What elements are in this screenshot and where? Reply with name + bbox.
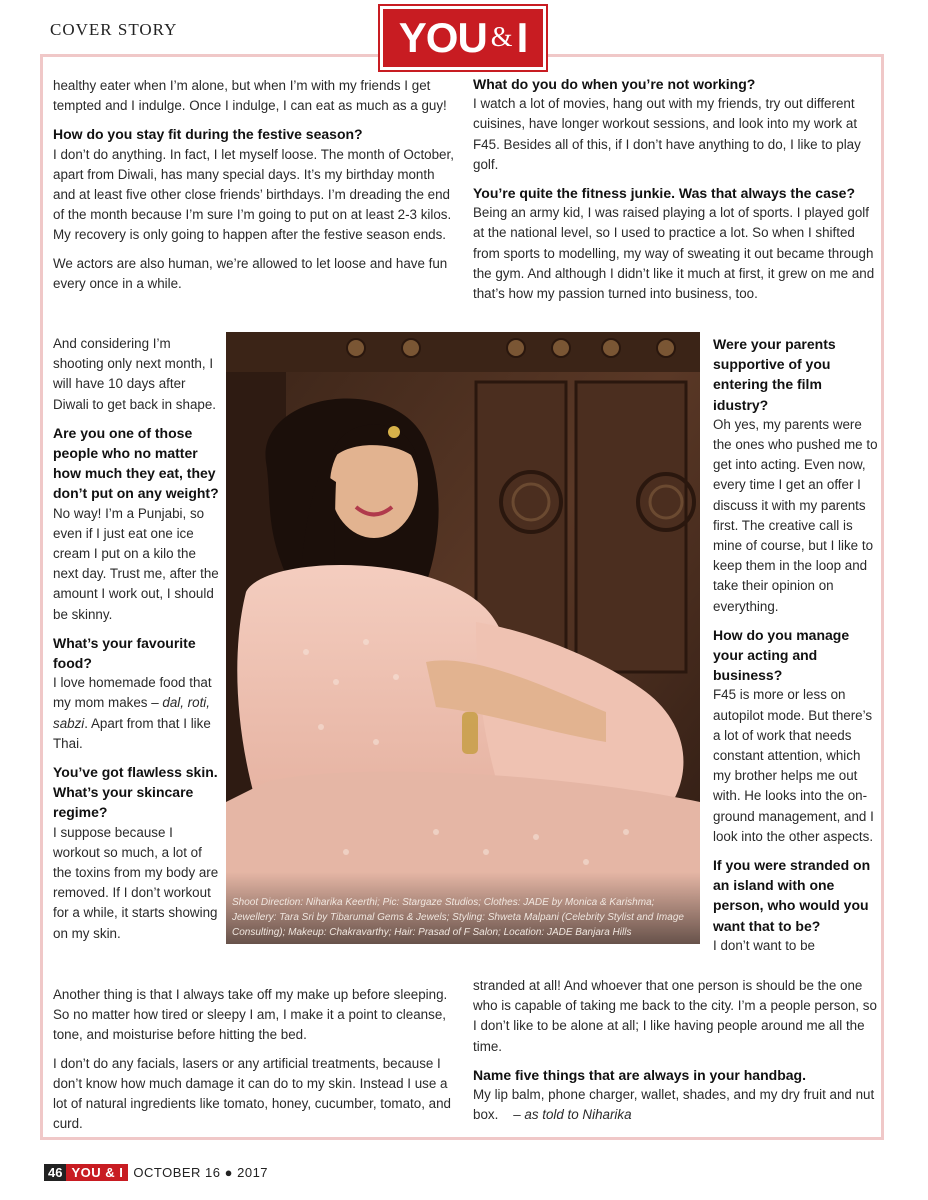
question-heading: Are you one of those people who no matter how much they eat, they don’t put on any weight? [53,424,219,502]
photo-caption: Shoot Direction: Niharika Keerthi; Pic: Stargaze Studios; Clothes: JADE by Monica & Karishma; Jewellery: Tara Sri by Tibarumal Gems & Jewels; Styling: Shweta Malpani (Celebrity Stylist and Image Consulting); Makeup: Chakravarthy; Hair: Prasad of F Salon; Location: JADE Banjara Hills [232,897,684,938]
paragraph: And considering I’m shooting only next month, I will have 10 days after Diwali to get back in shape. [53,336,217,412]
date-bullet: ● [224,1165,233,1180]
answer-paragraph: F45 is more or less on autopilot mode. But there’s a lot of work that needs constant attention, which my brother helps me out with. He looks into the on-ground management, and I look into the other aspects. [713,687,874,844]
page-footer [44,1164,268,1181]
question-heading: You’re quite the fitness junkie. Was that always the case? [473,185,855,202]
left-column-top [53,76,458,294]
magazine-logo[interactable] [380,6,546,70]
issue-date-day: OCTOBER 16 [133,1165,221,1180]
left-column-narrow [53,334,219,944]
paragraph: healthy eater when I’m alone, but when I’m with my friends I get tempted and I indulge. Once I indulge, I can eat as much as a guy! [53,78,447,114]
question-heading: What’s your favourite food? [53,634,196,672]
answer-paragraph: I suppose because I workout so much, a lot of the toxins from my body are removed. If I don’t workout for a while, it starts showing on my skin. [53,824,219,941]
right-column-narrow [713,334,879,956]
logo-ampersand: & [490,22,513,53]
question-heading: Name five things that are always in your handbag. [473,1066,806,1083]
answer-paragraph: Oh yes, my parents were the ones who pushed me to get into acting. Even now, every time I get an offer I discuss it with my parents first. The creative call is mine of course, but I like to keep them in the loop and take their opinion on everything. [713,416,878,614]
answer-paragraph [473,1085,878,1125]
answer-paragraph: I don’t want to be [713,937,815,953]
paragraph: Another thing is that I always take off my make up before sleeping. So no matter how tired or sleepy I am, I make it a point to cleanse, tone, and moisturise before hitting the bed. [53,987,448,1043]
author-credit: – as told to Niharika [513,1107,632,1123]
issue-date [133,1165,268,1180]
cover-photo [226,332,700,944]
question-heading: Were your parents supportive of you entering the film idustry? [713,336,836,413]
paragraph: stranded at all! And whoever that one person is should be the one who is capable of taking me back to the city. I’m a people person, so I don’t like to be alone at all; I like having people around me all the time. [473,978,877,1054]
logo-you: YOU [398,14,487,61]
question-heading: How do you stay fit during the festive season? [53,126,363,143]
answer-paragraph: I don’t do anything. In fact, I let myself loose. The month of October, apart from Diwali, has many special days. It’s my birthday month and at least five other close friends’ birthdays. I’m dreading the end of the month because I’m sure I’m going to put on at least 2-3 kilos. My recovery is only going to happen after the festive season ends. [53,146,454,243]
paragraph: We actors are also human, we’re allowed to let loose and have fun every once in a while. [53,255,448,291]
answer-italic: dal, roti, sabzi [53,695,211,731]
answer-paragraph: No way! I’m a Punjabi, so even if I just eat one ice cream I put on a kilo the next day. Trust me, after the amount I work out, I should be skinny. [53,505,219,622]
paragraph: I don’t do any facials, lasers or any artificial treatments, because I don’t know how much damage it can do to my skin. Instead I use a lot of natural ingredients like tomato, honey, cucumber, tomato, and curd. [53,1055,451,1132]
page-number: 46 [44,1164,66,1181]
answer-text: My lip balm, phone charger, wallet, shades, and my dry fruit and nut box. [473,1087,875,1123]
left-column-bottom [53,985,458,1134]
issue-date-year: 2017 [237,1165,269,1180]
question-heading: You’ve got flawless skin. What’s your skincare regime? [53,764,218,821]
footer-magazine-name: YOU & I [66,1164,128,1181]
question-heading: What do you do when you’re not working? [473,76,756,92]
section-label: COVER STORY [50,20,178,39]
answer-text: I love homemade food that my mom makes – [53,675,212,711]
logo-i: I [516,14,528,61]
question-heading: If you were stranded on an island with one person, who would you want that to be? [713,857,871,934]
question-heading: How do you manage your acting and business? [713,626,850,684]
photo-illustration [226,332,700,944]
right-column-top [473,74,878,304]
answer-paragraph: Being an army kid, I was raised playing a lot of sports. I played golf at the national level, so I used to practice a lot. So when I shifted from sports to modelling, my way of sweating it out became through the gym. And although I didn’t like it much at first, it grew on me and that’s how my passion turned into business, too. [473,205,875,302]
answer-paragraph: I watch a lot of movies, hang out with my friends, try out different cuisines, have longer workout sessions, and look into my work at F45. Besides all of this, if I don’t have anything to do, I like to play golf. [473,96,861,172]
answer-text: . Apart from that I like Thai. [53,715,211,751]
answer-paragraph [53,673,219,754]
right-column-bottom [473,976,878,1125]
